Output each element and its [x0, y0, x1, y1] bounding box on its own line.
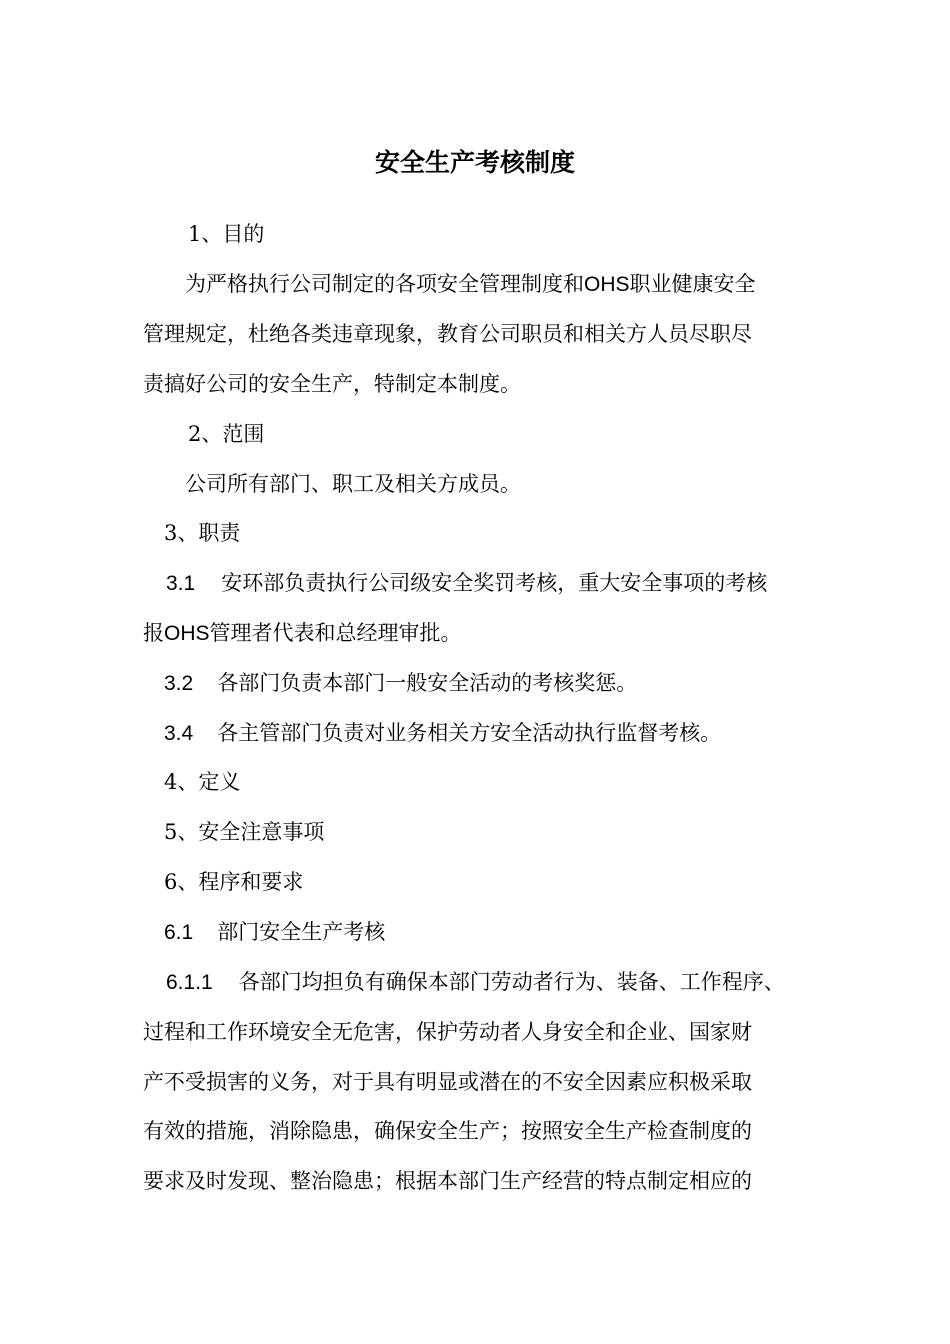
- section-1-heading: 1、目的: [188, 222, 265, 246]
- clause-number: 3.4: [164, 722, 194, 745]
- clause-text: 各主管部门负责对业务相关方安全活动执行监督考核。: [217, 721, 722, 745]
- paragraph-line: 责搞好公司的安全生产，特制定本制度。: [143, 372, 521, 396]
- clause-3-2: [143, 668, 844, 699]
- clause-number: 6.1.1: [166, 971, 213, 994]
- clause-number: 6.1: [164, 921, 194, 944]
- paragraph-line: [143, 618, 823, 649]
- paragraph-line: 过程和工作环境安全无危害，保护劳动者人身安全和企业、国家财: [143, 1020, 752, 1044]
- paragraph-line: 有效的措施，消除隐患，确保安全生产；按照安全生产检查制度的: [143, 1119, 752, 1143]
- clause-number: 3.2: [164, 672, 194, 695]
- ohs-term: OHS: [584, 273, 630, 296]
- section-6-heading: 6、程序和要求: [164, 870, 304, 894]
- clause-text: 安环部负责执行公司级安全奖罚考核，重大安全事项的考核: [221, 571, 768, 595]
- section-4-heading: 4、定义: [164, 770, 241, 794]
- text-span: 为严格执行公司制定的各项安全管理制度和: [185, 272, 584, 296]
- clause-text: 各部门均担负有确保本部门劳动者行为、装备、工作程序、: [238, 970, 785, 994]
- clause-6-1: [143, 917, 844, 948]
- clause-number: 3.1: [166, 572, 196, 595]
- clause-3-1: [143, 568, 846, 599]
- clause-text: 各部门负责本部门一般安全活动的考核奖惩。: [217, 671, 638, 695]
- ohs-term: OHS: [164, 622, 210, 645]
- text-span: 职业健康安全: [629, 272, 756, 296]
- paragraph-line: 公司所有部门、职工及相关方成员。: [185, 472, 521, 496]
- clause-text: 部门安全生产考核: [217, 920, 386, 944]
- clause-6-1-1: [143, 967, 866, 998]
- text-span: 报: [143, 621, 164, 645]
- paragraph-line: 管理规定，杜绝各类违章现象，教育公司职员和相关方人员尽职尽: [143, 322, 752, 346]
- clause-3-4: [143, 718, 844, 749]
- paragraph-line: 要求及时发现、整治隐患；根据本部门生产经营的特点制定相应的: [143, 1169, 752, 1193]
- text-span: 管理者代表和总经理审批。: [209, 621, 462, 645]
- section-5-heading: 5、安全注意事项: [164, 820, 325, 844]
- paragraph-line: [143, 269, 865, 300]
- paragraph-line: 产不受损害的义务，对于具有明显或潜在的不安全因素应积极采取: [143, 1070, 752, 1094]
- document-title: 安全生产考核制度: [374, 148, 575, 177]
- section-2-heading: 2、范围: [188, 422, 265, 446]
- section-3-heading: 3、职责: [164, 521, 241, 545]
